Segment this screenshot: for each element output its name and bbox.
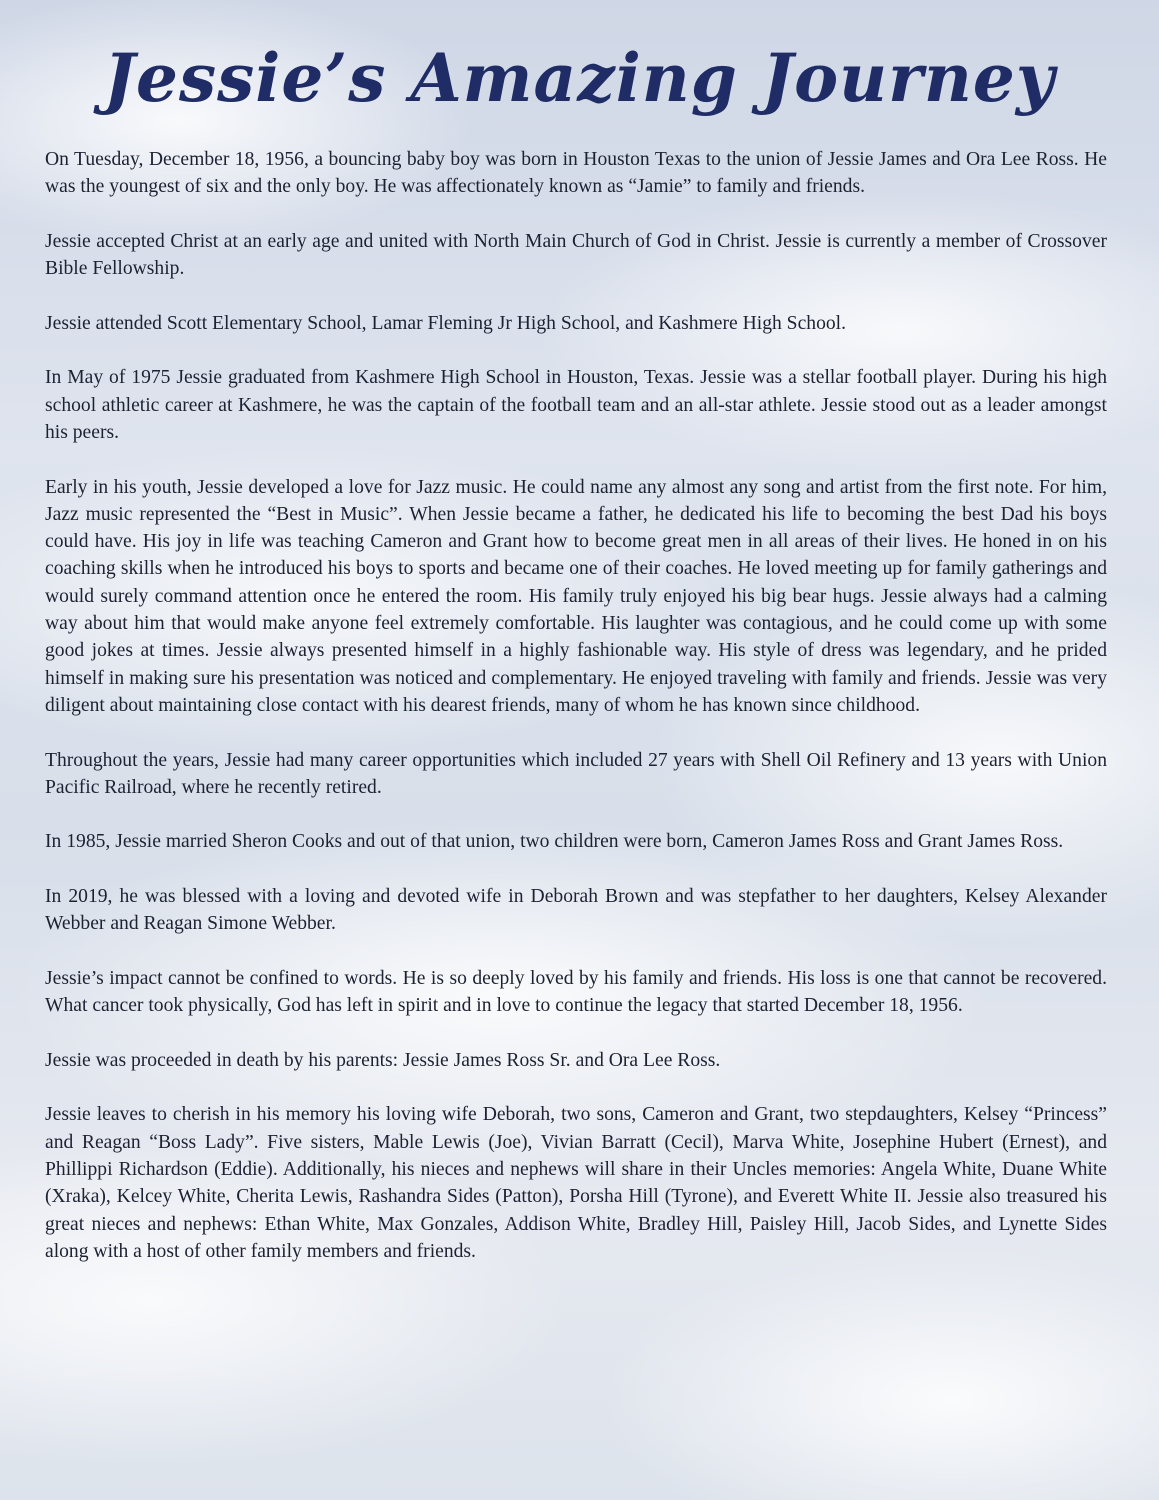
paragraph-preceded: Jessie was proceeded in death by his parents: Jessie James Ross Sr. and Ora Lee Ross.	[45, 1049, 721, 1071]
paragraph-impact: Jessie’s impact cannot be confined to words. He is so deeply loved by his family and friends. His loss is one that cannot be recovered. What cancer took physically, God has left in spirit and in love to continue the legacy that started December 18, 1956.	[45, 967, 1107, 1017]
paragraph-career: Throughout the years, Jessie had many career opportunities which included 27 years with Shell Oil Refinery and 13 years with Union Pacific Railroad, where he recently retired.	[45, 749, 1107, 798]
paragraph-survivors: Jessie leaves to cherish in his memory his loving wife Deborah, two sons, Cameron and Grant, two stepdaughters, Kelsey “Princess” and Reagan “Boss Lady”. Five sisters, Mable Lewis (Joe), Vivian Barratt (Cecil), Marva White, Josephine Hubert (Ernest), and Phillippi Richardson (Eddie). Additionally, his nieces and nephews will share in their Uncles memories: Angela White, Duane White (Xraka), Kelcey White, Cherita Lewis, Rashandra Sides (Patton), Porsha Hill (Tyrone), and Everett White II. Jessie also treasured his great nieces and nephews: Ethan White, Max Gonzales, Addison White, Bradley Hill, Paisley Hill, Jacob Sides, and Lynette Sides along with a host of other family members and friends.	[45, 1104, 1107, 1262]
paragraph-graduation: In May of 1975 Jessie graduated from Kashmere High School in Houston, Texas. Jessie was a stellar football player. During his high school athletic career at Kashmere, he was the captain of the football team and an all-star athlete. Jessie stood out as a leader amongst his peers.	[45, 367, 1107, 443]
paragraph-second-marriage: In 2019, he was blessed with a loving and devoted wife in Deborah Brown and was stepfather to her daughters, Kelsey Alexander Webber and Reagan Simone Webber.	[45, 886, 1107, 935]
page-title: Jessie’s Amazing Journey	[103, 39, 1056, 117]
paragraph-schools: Jessie attended Scott Elementary School, Lamar Fleming Jr High School, and Kashmere High School.	[45, 312, 847, 334]
paragraph-marriage: In 1985, Jessie married Sheron Cooks and out of that union, two children were born, Cameron James Ross and Grant James Ross.	[45, 831, 1064, 853]
paragraph-birth: On Tuesday, December 18, 1956, a bouncing baby boy was born in Houston Texas to the union of Jessie James and Ora Lee Ross. He was the youngest of six and the only boy. He was affectionately known as “Jamie” to family and friends.	[45, 149, 1107, 198]
paragraph-faith: Jessie accepted Christ at an early age and united with North Main Church of God in Christ. Jessie is currently a member of Crossover Bible Fellowship.	[45, 230, 1107, 280]
obituary-body	[45, 146, 1107, 1292]
paragraph-youth: Early in his youth, Jessie developed a love for Jazz music. He could name any almost any song and artist from the first note. For him, Jazz music represented the “Best in Music”. When Jessie became a father, he dedicated his life to becoming the best Dad his boys could have. His joy in life was teaching Cameron and Grant how to become great men in all areas of their lives. He honed in on his coaching skills when he introduced his boys to sports and became one of their coaches. He loved meeting up for family gatherings and would surely command attention once he entered the room. His family truly enjoyed his big bear hugs. Jessie always had a calming way about him that would make anyone feel extremely comfortable. His laughter was contagious, and he could come up with some good jokes at times. Jessie always presented himself in a highly fashionable way. His style of dress was legendary, and he prided himself in making sure his presentation was noticed and complementary. He enjoyed traveling with family and friends. Jessie was very diligent about maintaining close contact with his dearest friends, many of whom he has known since childhood.	[45, 476, 1107, 716]
